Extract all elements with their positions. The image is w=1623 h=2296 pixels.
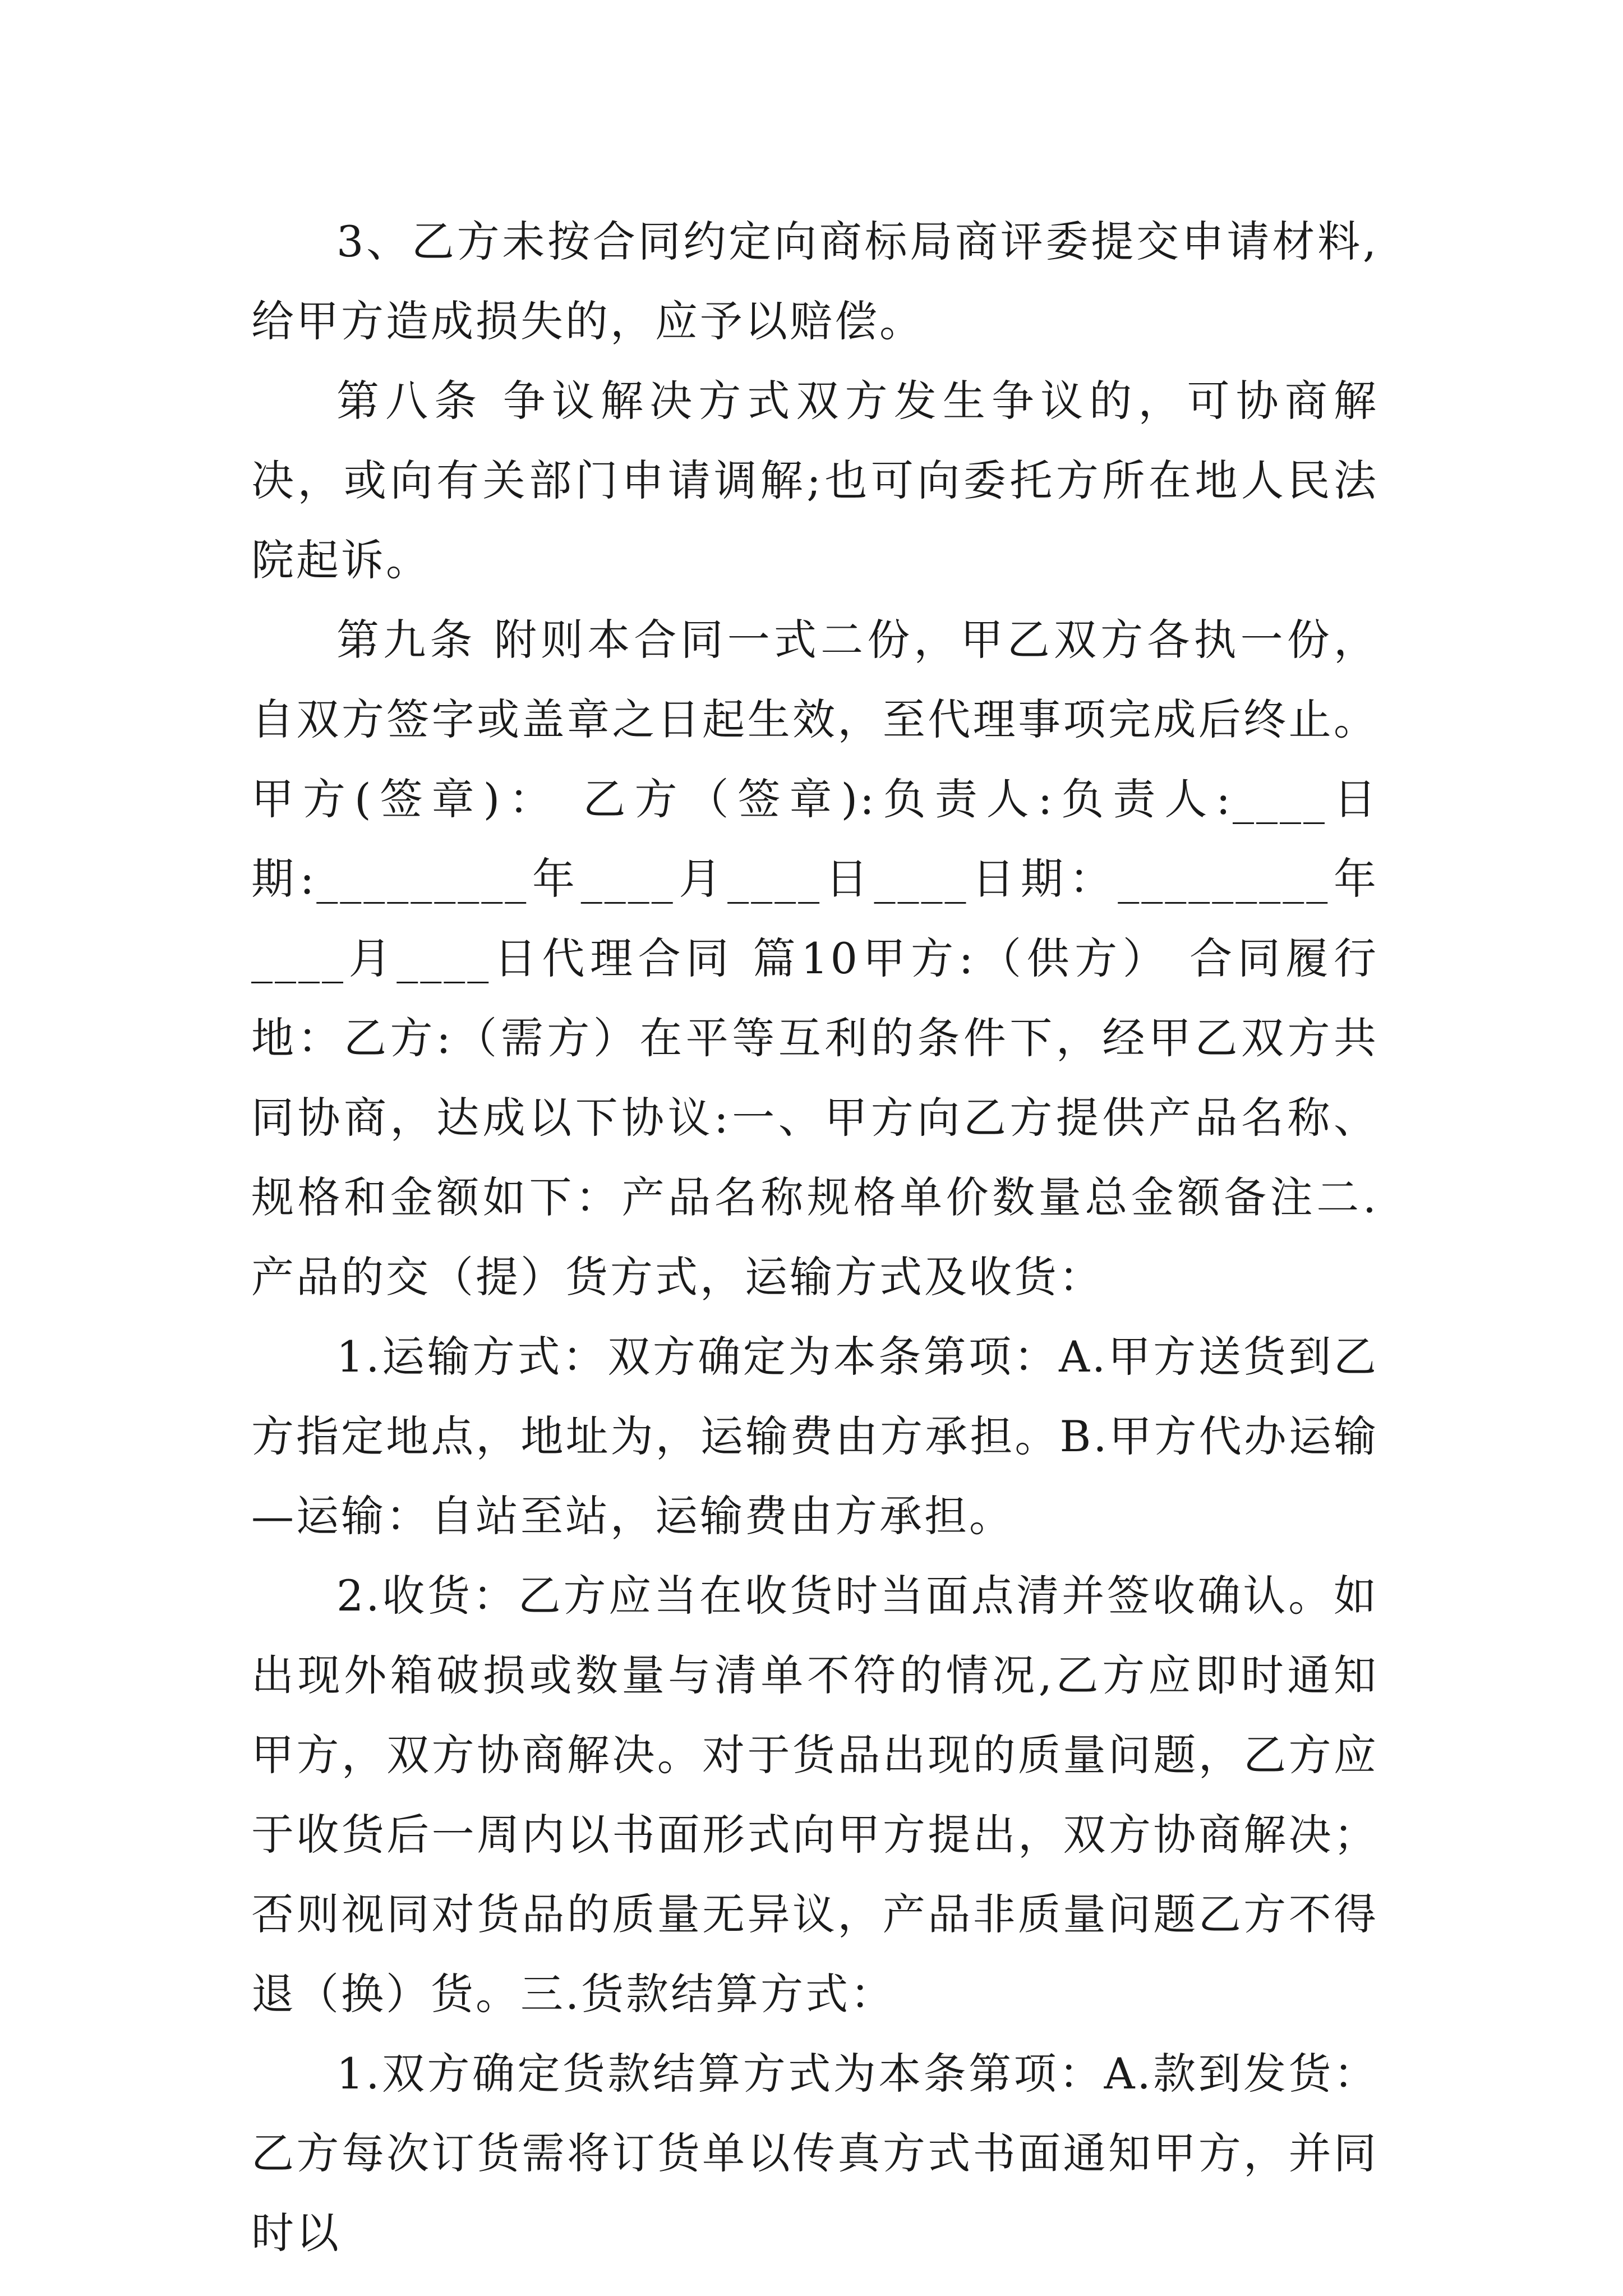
paragraph-article-8: 第八条 争议解决方式双方发生争议的，可协商解决，或向有关部门申请调解;也可向委托方所在地人民法院起诉。 [251, 376, 1378, 585]
paragraph-receiving: 2.收货：乙方应当在收货时当面点清并签收确认。如出现外箱破损或数量与清单不符的情况,乙方应即时通知甲方，双方协商解决。对于货品出现的质量问题，乙方应于收货后一周内以书面形式向甲方提出，双方协商解决；否则视同对货品的质量无异议，产品非质量问题乙方不得退（换）货。三.货款结算方式： [251, 1571, 1378, 2019]
document-body [251, 202, 1378, 2273]
paragraph-transport-method: 1.运输方式：双方确定为本条第项：A.甲方送货到乙方指定地点，地址为，运输费由方承担。B.甲方代办运输—运输：自站至站，运输费由方承担。 [251, 1332, 1378, 1541]
paragraph-clause-7-item-3: 3、乙方未按合同约定向商标局商评委提交申请材料,给甲方造成损失的，应予以赔偿。 [251, 217, 1378, 346]
paragraph-article-9: 第九条 附则本合同一式二份，甲乙双方各执一份，自双方签字或盖章之日起生效，至代理事项完成后终止。甲方(签章)： 乙方（签章):负责人:负责人:____日期:_________年____月____日____日期：_________年____月____日代理合同 篇10甲方:（供方） 合同履行地：乙方:（需方）在平等互利的条件下，经甲乙双方共同协商，达成以下协议:一、甲方向乙方提供产品名称、规格和金额如下：产品名称规格单价数量总金额备注二.产品的交（提）货方式，运输方式及收货： [251, 615, 1378, 1302]
paragraph-payment-method: 1.双方确定货款结算方式为本条第项：A.款到发货：乙方每次订货需将订货单以传真方式书面通知甲方，并同时以 [251, 2049, 1378, 2258]
